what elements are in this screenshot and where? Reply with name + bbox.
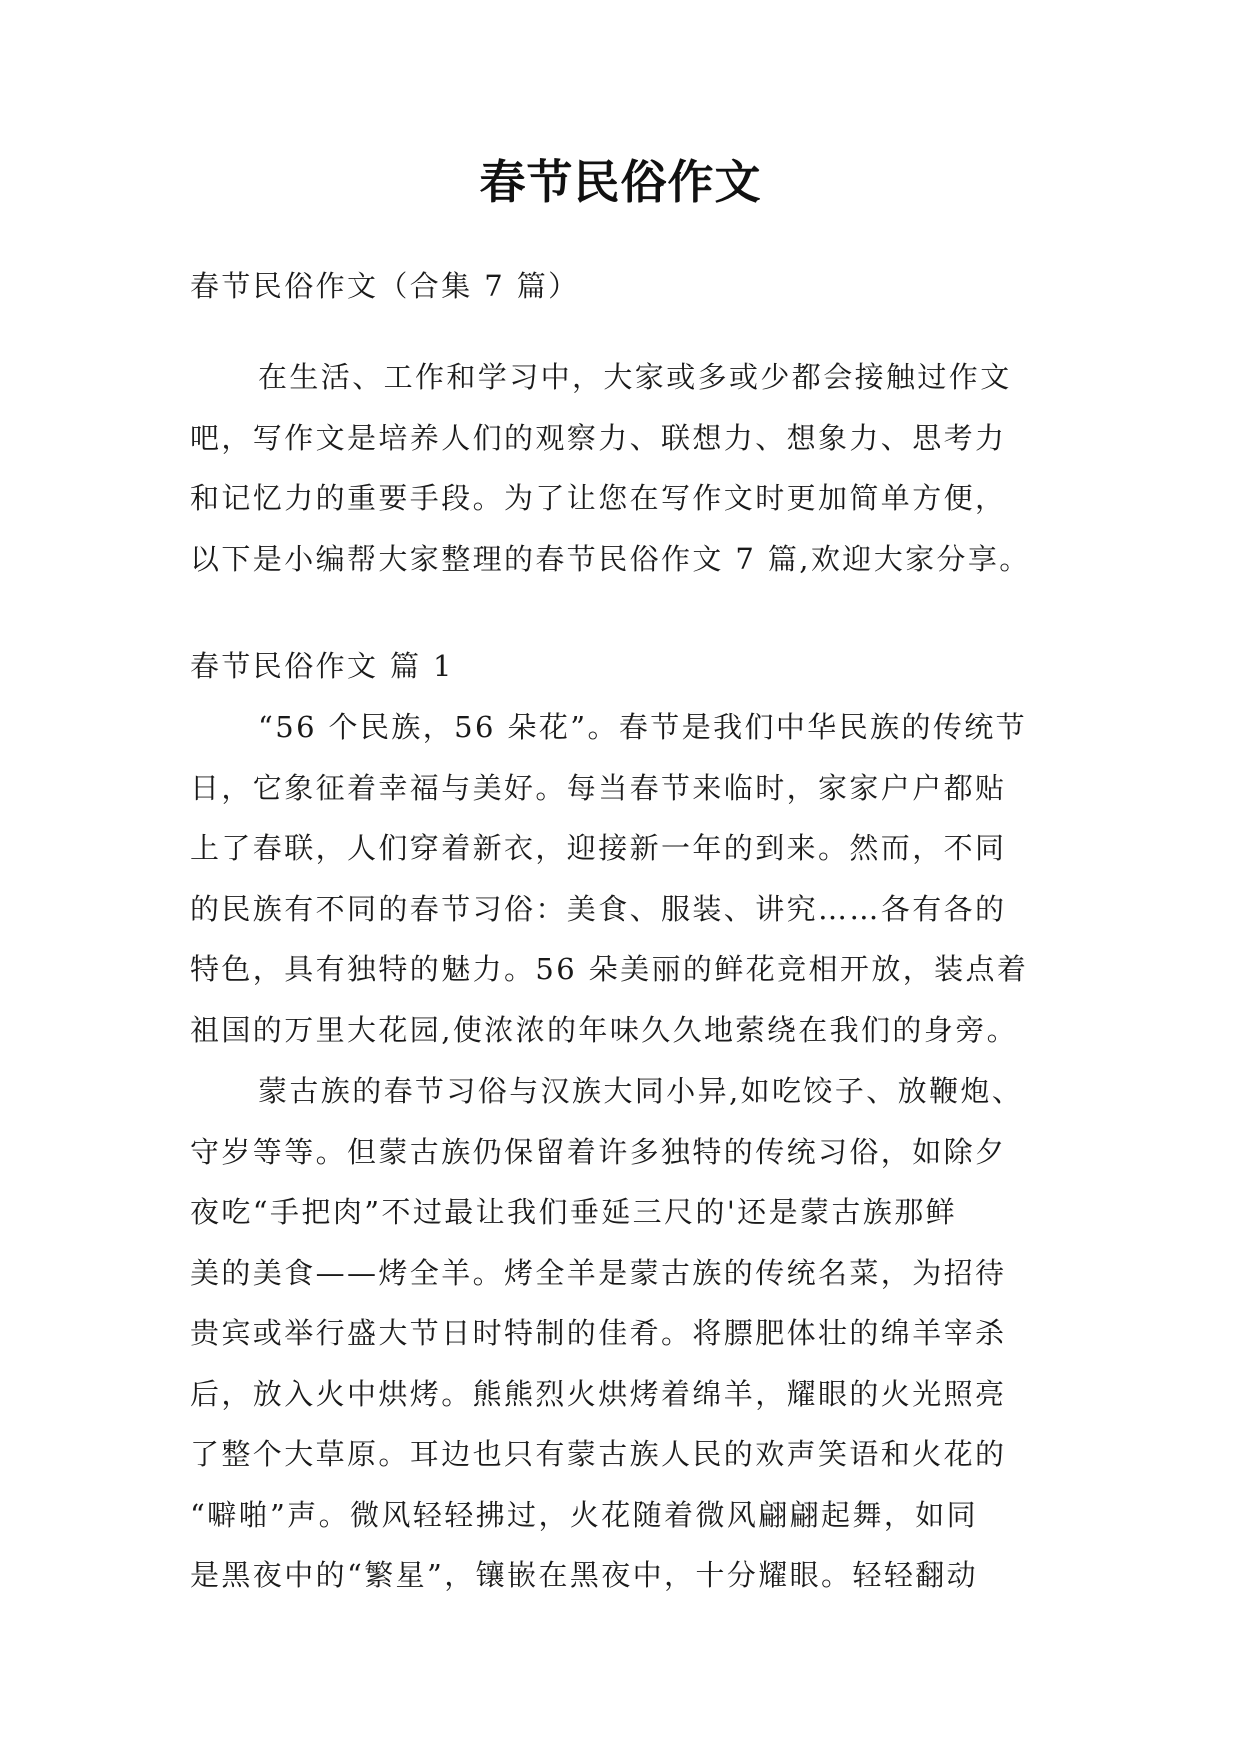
document-title: 春节民俗作文	[479, 155, 762, 209]
text-line: 了整个大草原。耳边也只有蒙古族人民的欢声笑语和火花的	[190, 1437, 1007, 1471]
text-line: 吧，写作文是培养人们的观察力、联想力、想象力、思考力	[190, 420, 1007, 455]
text-line: 是黑夜中的“繁星”，镶嵌在黑夜中，十分耀眼。轻轻翻动	[190, 1558, 979, 1592]
text-line: 后，放入火中烘烤。熊熊烈火烘烤着绵羊，耀眼的火光照亮	[190, 1376, 1007, 1411]
text-line: 在生活、工作和学习中，大家或多或少都会接触过作文	[258, 360, 1012, 394]
text-line: 的民族有不同的春节习俗：美食、服装、讲究……各有各的	[190, 891, 1007, 926]
intro-paragraph	[190, 347, 1062, 589]
text-line: 祖国的万里大花园,使浓浓的年味久久地萦绕在我们的身旁。	[190, 1012, 1019, 1047]
text-line: “56 个民族，56 朵花”。春节是我们中华民族的传统节	[258, 710, 1028, 744]
text-line: 上了春联，人们穿着新衣，迎接新一年的到来。然而，不同	[190, 831, 1007, 865]
section-heading: 春节民俗作文 篇 1	[190, 649, 454, 683]
section-paragraph	[190, 697, 1062, 1060]
text-line: “噼啪”声。微风轻轻拂过，火花随着微风翩翩起舞，如同	[190, 1497, 979, 1532]
section-paragraph	[190, 1061, 1062, 1606]
text-line: 美的美食——烤全羊。烤全羊是蒙古族的传统名菜，为招待	[190, 1255, 1007, 1290]
text-line: 守岁等等。但蒙古族仍保留着许多独特的传统习俗，如除夕	[190, 1134, 1007, 1169]
text-line: 贵宾或举行盛大节日时特制的佳肴。将膘肥体壮的绵羊宰杀	[190, 1316, 1007, 1350]
text-line: 以下是小编帮大家整理的春节民俗作文 7 篇,欢迎大家分享。	[190, 541, 1031, 576]
text-line: 日，它象征着幸福与美好。每当春节来临时，家家户户都贴	[190, 770, 1007, 805]
text-line: 夜吃“手把肉”不过最让我们垂延三尺的'还是蒙古族那鲜	[190, 1195, 958, 1229]
collection-subtitle: 春节民俗作文（合集 7 篇）	[190, 269, 580, 303]
text-line: 和记忆力的重要手段。为了让您在写作文时更加简单方便，	[190, 481, 1007, 515]
text-line: 蒙古族的春节习俗与汉族大同小异,如吃饺子、放鞭炮、	[258, 1074, 1024, 1108]
text-line: 特色，具有独特的魅力。56 朵美丽的鲜花竞相开放，装点着	[190, 952, 1029, 986]
